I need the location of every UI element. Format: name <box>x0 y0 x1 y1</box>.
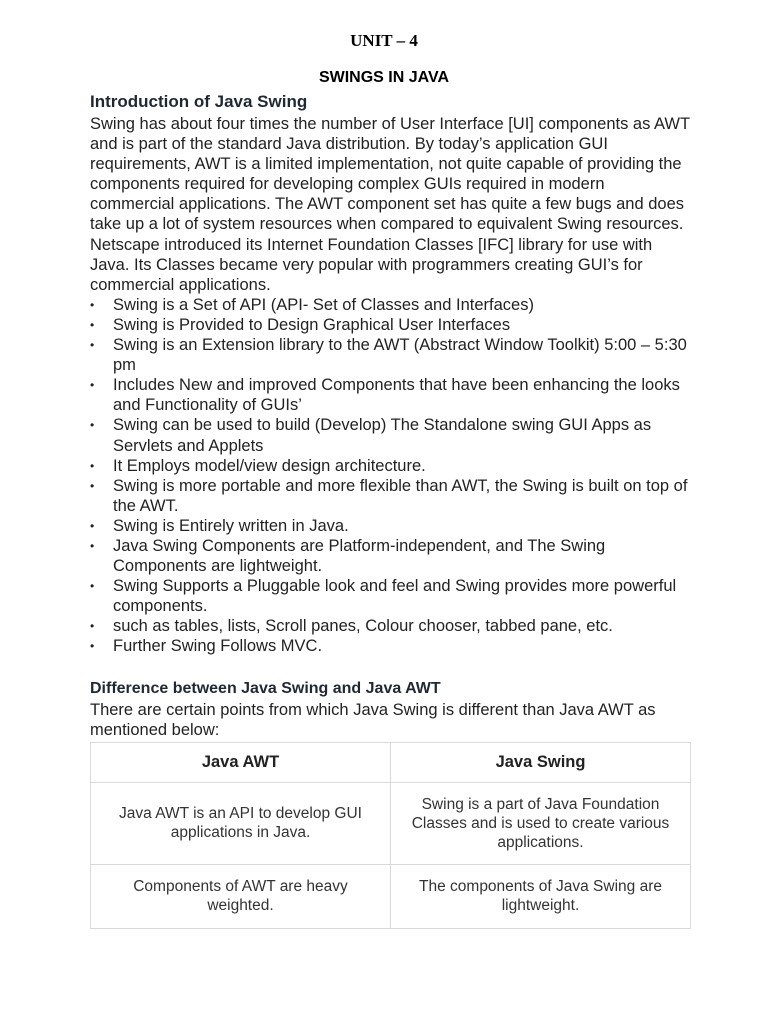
list-item-text: Includes New and improved Components that have been enhancing the looks and Functionality of GUIs’ <box>113 376 680 415</box>
list-item-text: such as tables, lists, Scroll panes, Colour chooser, tabbed pane, etc. <box>113 617 613 636</box>
bullet-icon: • <box>90 639 95 654</box>
unit-heading: UNIT – 4 <box>350 31 418 50</box>
bullet-icon: • <box>90 478 95 493</box>
list-item <box>90 315 690 335</box>
list-item <box>90 636 690 656</box>
bullet-icon: • <box>90 458 95 473</box>
list-item <box>90 335 690 375</box>
list-item <box>90 516 690 536</box>
list-item <box>90 456 690 476</box>
list-item-text: Java Swing Components are Platform-independent, and The Swing Components are lightweight. <box>113 536 606 576</box>
list-item-text: It Employs model/view design architecture. <box>113 456 426 475</box>
comparison-table <box>90 742 691 929</box>
table-cell: Swing is a part of Java Foundation Classes and is used to create various applications. <box>391 782 691 864</box>
table-row <box>91 864 691 928</box>
list-item <box>90 476 690 516</box>
feature-list <box>90 295 690 657</box>
bullet-icon: • <box>90 619 95 634</box>
bullet-icon: • <box>90 378 95 393</box>
list-item-text: Swing is Provided to Design Graphical User Interfaces <box>113 315 511 334</box>
list-item-text: Swing is an Extension library to the AWT (Abstract Window Toolkit) 5:00 – 5:30 pm <box>113 336 687 375</box>
list-item <box>90 536 690 576</box>
intro-heading: Introduction of Java Swing <box>90 92 308 111</box>
list-item <box>90 415 690 455</box>
list-item <box>90 295 690 315</box>
bullet-icon: • <box>90 418 95 433</box>
list-item-text: Swing is a Set of API (API- Set of Classes and Interfaces) <box>113 295 534 314</box>
bullet-icon: • <box>90 338 95 353</box>
difference-paragraph: There are certain points from which Java Swing is different than Java AWT as mentioned below: <box>90 700 656 739</box>
table-row <box>91 782 691 864</box>
list-item-text: Swing is more portable and more flexible than AWT, the Swing is built on top of the AWT. <box>113 476 688 515</box>
bullet-icon: • <box>90 538 95 553</box>
list-item <box>90 375 690 415</box>
list-item-text: Further Swing Follows MVC. <box>113 637 323 656</box>
table-cell: Components of AWT are heavy weighted. <box>91 864 391 928</box>
list-item-text: Swing can be used to build (Develop) The Standalone swing GUI Apps as Servlets and Applets <box>113 416 652 455</box>
list-item-text: Swing Supports a Pluggable look and feel and Swing provides more powerful components. <box>113 577 677 616</box>
column-header-awt: Java AWT <box>91 742 391 782</box>
table-cell: The components of Java Swing are lightweight. <box>391 864 691 928</box>
bullet-icon: • <box>90 579 95 594</box>
bullet-icon: • <box>90 518 95 533</box>
table-header-row <box>91 742 691 782</box>
bullet-icon: • <box>90 317 95 332</box>
document-body <box>90 91 690 929</box>
list-item <box>90 576 690 616</box>
intro-paragraph: Swing has about four times the number of User Interface [UI] components as AWT and is part of the standard Java distribution. By today’s application GUI requirements, AWT is a limited implementation, not quite capable of providing the components required for developing complex GUIs required in modern commercial applications. The AWT component set has quite a few bugs and does take up a lot of system resources when compared to equivalent Swing resources. Netscape introduced its Internet Foundation Classes [IFC] library for use with Java. Its Classes became very popular with programmers creating GUI’s for commercial applications. <box>90 115 690 294</box>
page-title: SWINGS IN JAVA <box>318 69 450 86</box>
difference-heading: Difference between Java Swing and Java AWT <box>90 679 441 697</box>
list-item <box>90 616 690 636</box>
table-cell: Java AWT is an API to develop GUI applications in Java. <box>91 782 391 864</box>
column-header-swing: Java Swing <box>391 742 691 782</box>
list-item-text: Swing is Entirely written in Java. <box>113 516 349 535</box>
bullet-icon: • <box>90 297 95 312</box>
